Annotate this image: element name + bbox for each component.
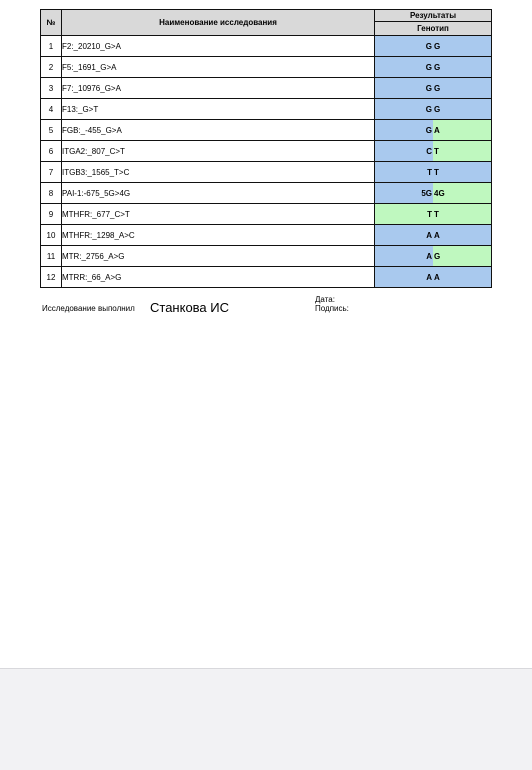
viewer-background	[0, 669, 532, 770]
test-name: F2:_20210_G>A	[62, 36, 375, 57]
results-table	[40, 9, 492, 288]
table-row	[41, 267, 492, 288]
performed-by-label: Исследование выполнил	[42, 304, 135, 313]
test-name: MTR:_2756_A>G	[62, 246, 375, 267]
results-table-body	[41, 36, 492, 288]
genotype-result	[375, 225, 492, 246]
row-number: 8	[41, 183, 62, 204]
genotype-result	[375, 162, 492, 183]
allele-1: T	[375, 162, 433, 182]
allele-1: G	[375, 78, 433, 98]
allele-2: G	[433, 36, 491, 56]
test-name: MTRR:_66_A>G	[62, 267, 375, 288]
date-label: Дата:	[315, 295, 335, 304]
test-name: F5:_1691_G>A	[62, 57, 375, 78]
row-number: 3	[41, 78, 62, 99]
row-number: 10	[41, 225, 62, 246]
allele-1: G	[375, 57, 433, 77]
table-row	[41, 162, 492, 183]
genotype-result	[375, 36, 492, 57]
allele-1: 5G	[375, 183, 433, 203]
genotype-result	[375, 120, 492, 141]
table-row	[41, 141, 492, 162]
allele-1: A	[375, 246, 433, 266]
table-row	[41, 99, 492, 120]
test-name: F13:_G>T	[62, 99, 375, 120]
header-test-name: Наименование исследования	[62, 10, 375, 36]
allele-2: A	[433, 267, 491, 287]
table-row	[41, 36, 492, 57]
row-number: 1	[41, 36, 62, 57]
row-number: 11	[41, 246, 62, 267]
allele-1: G	[375, 120, 433, 140]
header-results: Результаты	[375, 10, 492, 22]
table-row	[41, 183, 492, 204]
table-row	[41, 225, 492, 246]
row-number: 12	[41, 267, 62, 288]
allele-1: G	[375, 36, 433, 56]
genotype-result	[375, 78, 492, 99]
genotype-result	[375, 141, 492, 162]
performer-name: Станкова ИС	[150, 300, 230, 315]
test-name: MTHFR:_1298_A>C	[62, 225, 375, 246]
genotype-result	[375, 204, 492, 225]
table-row	[41, 57, 492, 78]
table-row	[41, 78, 492, 99]
allele-1: A	[375, 225, 433, 245]
allele-1: C	[375, 141, 433, 161]
row-number: 7	[41, 162, 62, 183]
row-number: 9	[41, 204, 62, 225]
allele-2: A	[433, 120, 491, 140]
allele-2: 4G	[433, 183, 491, 203]
row-number: 5	[41, 120, 62, 141]
test-name: PAI-1:-675_5G>4G	[62, 183, 375, 204]
allele-2: G	[433, 99, 491, 119]
row-number: 6	[41, 141, 62, 162]
allele-2: G	[433, 57, 491, 77]
allele-2: T	[433, 141, 491, 161]
allele-2: T	[433, 162, 491, 182]
allele-2: G	[433, 246, 491, 266]
genotype-result	[375, 99, 492, 120]
allele-2: A	[433, 225, 491, 245]
genotype-result	[375, 183, 492, 204]
row-number: 2	[41, 57, 62, 78]
test-name: MTHFR:_677_C>T	[62, 204, 375, 225]
test-name: F7:_10976_G>A	[62, 78, 375, 99]
genotype-result	[375, 267, 492, 288]
allele-1: T	[375, 204, 433, 224]
header-number: №	[41, 10, 62, 36]
allele-2: T	[433, 204, 491, 224]
header-genotype: Генотип	[375, 22, 492, 36]
allele-2: G	[433, 78, 491, 98]
row-number: 4	[41, 99, 62, 120]
table-row	[41, 204, 492, 225]
allele-1: G	[375, 99, 433, 119]
table-row	[41, 120, 492, 141]
table-row	[41, 246, 492, 267]
genotype-result	[375, 57, 492, 78]
test-name: ITGA2:_807_C>T	[62, 141, 375, 162]
genotype-result	[375, 246, 492, 267]
test-name: FGB:_-455_G>A	[62, 120, 375, 141]
allele-1: A	[375, 267, 433, 287]
test-name: ITGB3:_1565_T>C	[62, 162, 375, 183]
signature-label: Подпись:	[315, 304, 349, 313]
